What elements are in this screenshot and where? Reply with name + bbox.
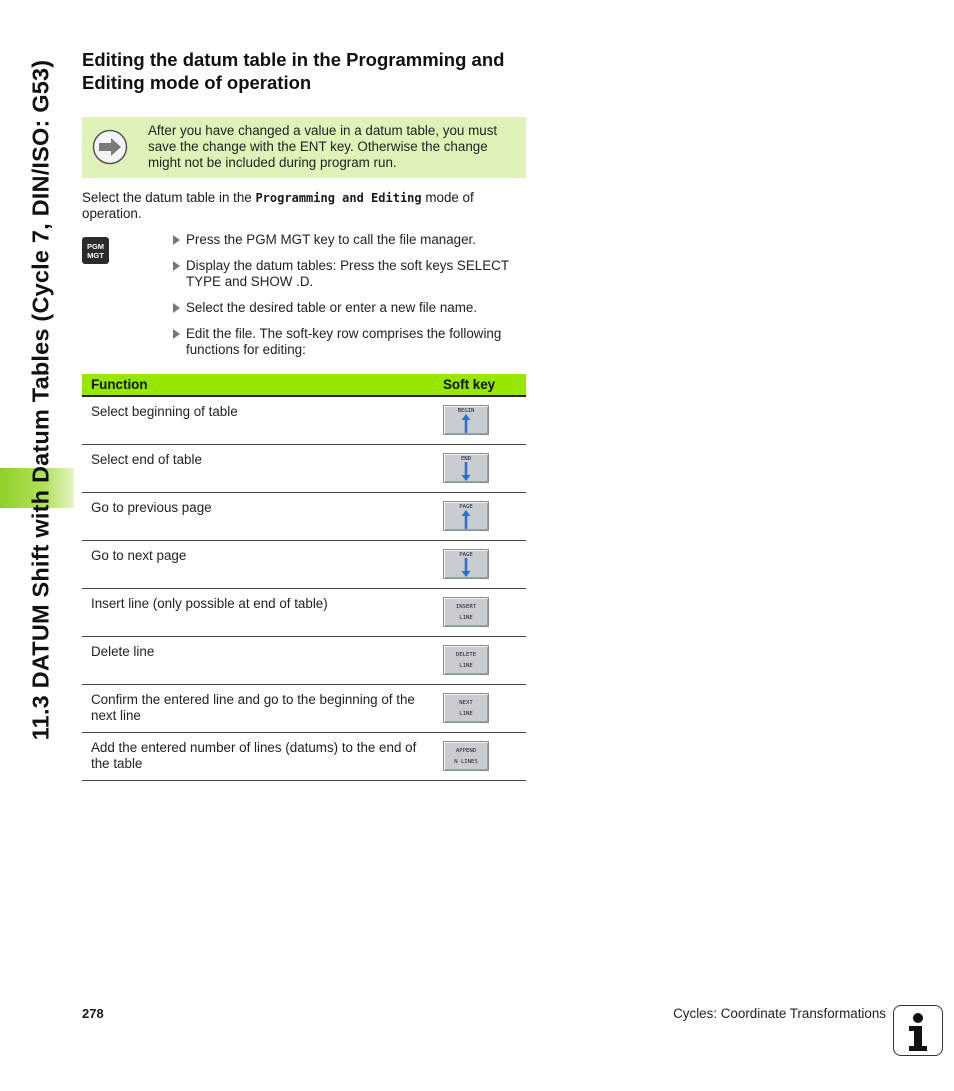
soft-key-label-line2: LINE	[459, 615, 473, 621]
note-text: After you have changed a value in a datum table, you must save the change with the ENT key. Otherwise the change might not be included during program run.	[148, 123, 498, 170]
table-row	[82, 733, 526, 781]
function-description: Select end of table	[91, 452, 202, 467]
header-function: Function	[91, 377, 148, 392]
soft-key-button	[443, 405, 489, 435]
step-item	[172, 326, 528, 358]
soft-key-label-line2: LINE	[459, 663, 473, 669]
arrow-up-icon	[461, 510, 471, 529]
table-row	[82, 637, 526, 685]
function-description: Select beginning of table	[91, 404, 238, 419]
table-row	[82, 685, 526, 733]
soft-key-button	[443, 453, 489, 483]
softkey-table	[82, 374, 526, 781]
header-softkey: Soft key	[443, 377, 496, 392]
soft-key-label-line1: BEGIN	[457, 408, 475, 414]
step-text: Select the desired table or enter a new file name.	[186, 300, 478, 315]
soft-key-label-line1: PAGE	[459, 552, 473, 558]
soft-key-label-line2: LINE	[459, 711, 473, 717]
page-number: 278	[82, 1006, 104, 1021]
function-description: Insert line (only possible at end of table)	[91, 596, 328, 611]
step-text: Display the datum tables: Press the soft keys SELECT TYPE and SHOW .D.	[186, 258, 509, 289]
intro-before: Select the datum table in the	[82, 190, 256, 205]
soft-key-button	[443, 501, 489, 531]
soft-key-button	[443, 549, 489, 579]
table-row	[82, 445, 526, 493]
step-item	[172, 232, 528, 248]
step-item	[172, 300, 528, 316]
function-description: Confirm the entered line and go to the beginning of the next line	[91, 692, 415, 723]
function-description: Delete line	[91, 644, 155, 659]
chapter-side-title: 11.3 DATUM Shift with Datum Tables (Cycle 7, DIN/ISO: G53)	[27, 59, 54, 741]
soft-key-button	[443, 597, 489, 627]
soft-key-label-line1: APPEND	[455, 748, 477, 754]
function-description: Add the entered number of lines (datums) to the end of the table	[91, 740, 417, 771]
function-description: Go to previous page	[91, 500, 212, 515]
soft-key-label-line1: INSERT	[455, 604, 477, 610]
pgm-key-line2: MGT	[87, 250, 104, 260]
intro-after: mode of operation.	[82, 190, 474, 221]
soft-key-label-line1: PAGE	[459, 504, 473, 510]
table-header	[82, 374, 526, 397]
section-heading: Editing the datum table in the Programming and Editing mode of operation	[82, 49, 505, 93]
footer-chapter: Cycles: Coordinate Transformations	[673, 1006, 886, 1021]
arrow-down-icon	[461, 558, 471, 577]
pgm-key-line1: PGM	[86, 241, 105, 251]
soft-key-label-line2: N LINES	[454, 759, 478, 765]
soft-key-label-line1: NEXT	[459, 700, 473, 706]
pgm-mgt-key-icon	[82, 237, 109, 264]
table-row	[82, 493, 526, 541]
info-icon	[893, 1005, 943, 1056]
arrow-up-icon	[461, 414, 471, 433]
step-text: Edit the file. The soft-key row comprises the following functions for editing:	[186, 326, 502, 357]
soft-key-button	[443, 741, 489, 771]
bullet-triangle-icon	[173, 235, 180, 245]
note-box	[82, 117, 526, 178]
arrow-right-icon	[92, 129, 128, 165]
bullet-triangle-icon	[173, 303, 180, 313]
step-item	[172, 258, 528, 290]
table-row	[82, 541, 526, 589]
table-row	[82, 589, 526, 637]
function-description: Go to next page	[91, 548, 187, 563]
bullet-triangle-icon	[173, 261, 180, 271]
intro-paragraph	[82, 190, 522, 222]
soft-key-button	[443, 645, 489, 675]
soft-key-button	[443, 693, 489, 723]
soft-key-label-line1: DELETE	[455, 652, 477, 658]
table-row	[82, 397, 526, 445]
step-list	[172, 232, 528, 368]
bullet-triangle-icon	[173, 329, 180, 339]
arrow-down-icon	[461, 462, 471, 481]
soft-key-label-line1: END	[460, 456, 472, 462]
step-text: Press the PGM MGT key to call the file manager.	[186, 232, 476, 247]
intro-mode-name: Programming and Editing	[255, 191, 422, 205]
